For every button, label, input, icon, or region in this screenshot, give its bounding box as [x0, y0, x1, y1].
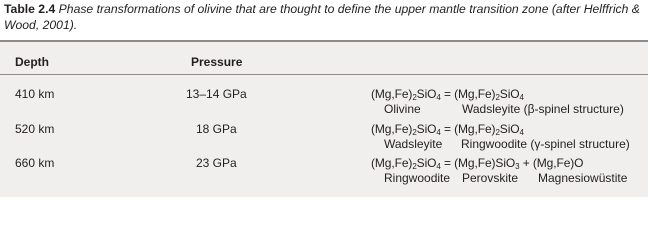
olivine-transformation-table	[0, 40, 648, 197]
depth-cell: 660 km	[15, 156, 55, 170]
pressure-cell: 23 GPa	[196, 156, 237, 170]
table-caption	[4, 2, 644, 33]
depth-cell: 410 km	[15, 87, 55, 101]
phase-label: Olivine	[384, 102, 421, 116]
phase-label: Perovskite	[462, 171, 519, 185]
header-pressure: Pressure	[191, 55, 243, 69]
header-depth: Depth	[15, 55, 49, 69]
phase-label: Magnesiowüstite	[538, 171, 628, 185]
table-header-row	[0, 42, 648, 75]
pressure-cell: 13–14 GPa	[186, 87, 247, 101]
reaction-cell: $(Mg,Fe)_2SiO_4 = (Mg,Fe)_2SiO_4$	[371, 122, 524, 137]
phase-label: Ringwoodite	[384, 171, 451, 185]
reaction-cell: $(Mg,Fe)_2SiO_4 = (Mg,Fe)_2SiO_4$	[371, 87, 524, 102]
phase-label: Wadsleyite (β-spinel structure)	[462, 102, 624, 116]
table-caption-label: Table 2.4	[4, 2, 56, 16]
reaction-cell: $(Mg,Fe)_2SiO_4 = (Mg,Fe)SiO_3 + (Mg,Fe)O$	[371, 156, 584, 171]
table-caption-text: Phase transformations of olivine that are thought to define the upper mantle transition zone (after Helffrich & Wood, 2001).	[4, 2, 640, 32]
depth-cell: 520 km	[15, 122, 55, 136]
phase-label: Wadsleyite	[384, 137, 443, 151]
phase-label: Ringwoodite (γ-spinel structure)	[461, 137, 630, 151]
pressure-cell: 18 GPa	[196, 122, 237, 136]
